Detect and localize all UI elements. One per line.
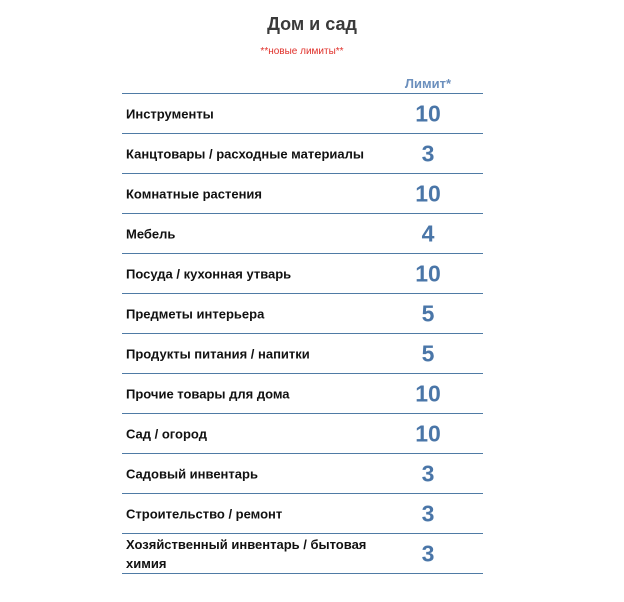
limit-column-header: Лимит*: [404, 76, 452, 91]
limit-value: 5: [421, 300, 435, 326]
category-label: Прочие товары для дома: [126, 386, 290, 401]
category-label: Мебель: [126, 226, 176, 241]
table-row: [122, 134, 483, 174]
limit-value: 10: [415, 420, 441, 446]
category-label: Садовый инвентарь: [126, 466, 258, 481]
category-label: Сад / огород: [126, 426, 207, 441]
limits-table: [122, 75, 483, 574]
category-label: Комнатные растения: [126, 186, 262, 201]
table-row: [122, 294, 483, 334]
limit-value: 3: [421, 540, 435, 566]
category-label: Канцтовары / расходные материалы: [126, 146, 364, 161]
table-row: [122, 414, 483, 454]
limit-value: 3: [421, 500, 435, 526]
limit-value: 3: [421, 140, 435, 166]
table-row: [122, 254, 483, 294]
limit-value: 5: [421, 340, 435, 366]
limit-value: 10: [415, 380, 441, 406]
table-header: [122, 75, 483, 94]
table-row: [122, 94, 483, 134]
category-label: Строительство / ремонт: [126, 506, 283, 521]
category-label: Продукты питания / напитки: [126, 346, 310, 361]
limit-value: 3: [421, 460, 435, 486]
category-label: Посуда / кухонная утварь: [126, 266, 292, 281]
category-label: Инструменты: [126, 106, 214, 121]
limit-value: 10: [415, 100, 441, 126]
table-row: [122, 454, 483, 494]
table-row: [122, 534, 483, 574]
category-label: Хозяйственный инвентарь / бытовая химия: [126, 536, 367, 571]
table-row: [122, 334, 483, 374]
limit-value: 4: [421, 220, 435, 246]
table-row: [122, 214, 483, 254]
table-row: [122, 374, 483, 414]
category-label: Предметы интерьера: [126, 306, 265, 321]
page-subtitle: **новые лимиты**: [260, 46, 344, 57]
table-row: [122, 174, 483, 214]
limit-value: 10: [415, 180, 441, 206]
limit-value: 10: [415, 260, 441, 286]
table-row: [122, 494, 483, 534]
page-title: Дом и сад: [267, 14, 357, 34]
